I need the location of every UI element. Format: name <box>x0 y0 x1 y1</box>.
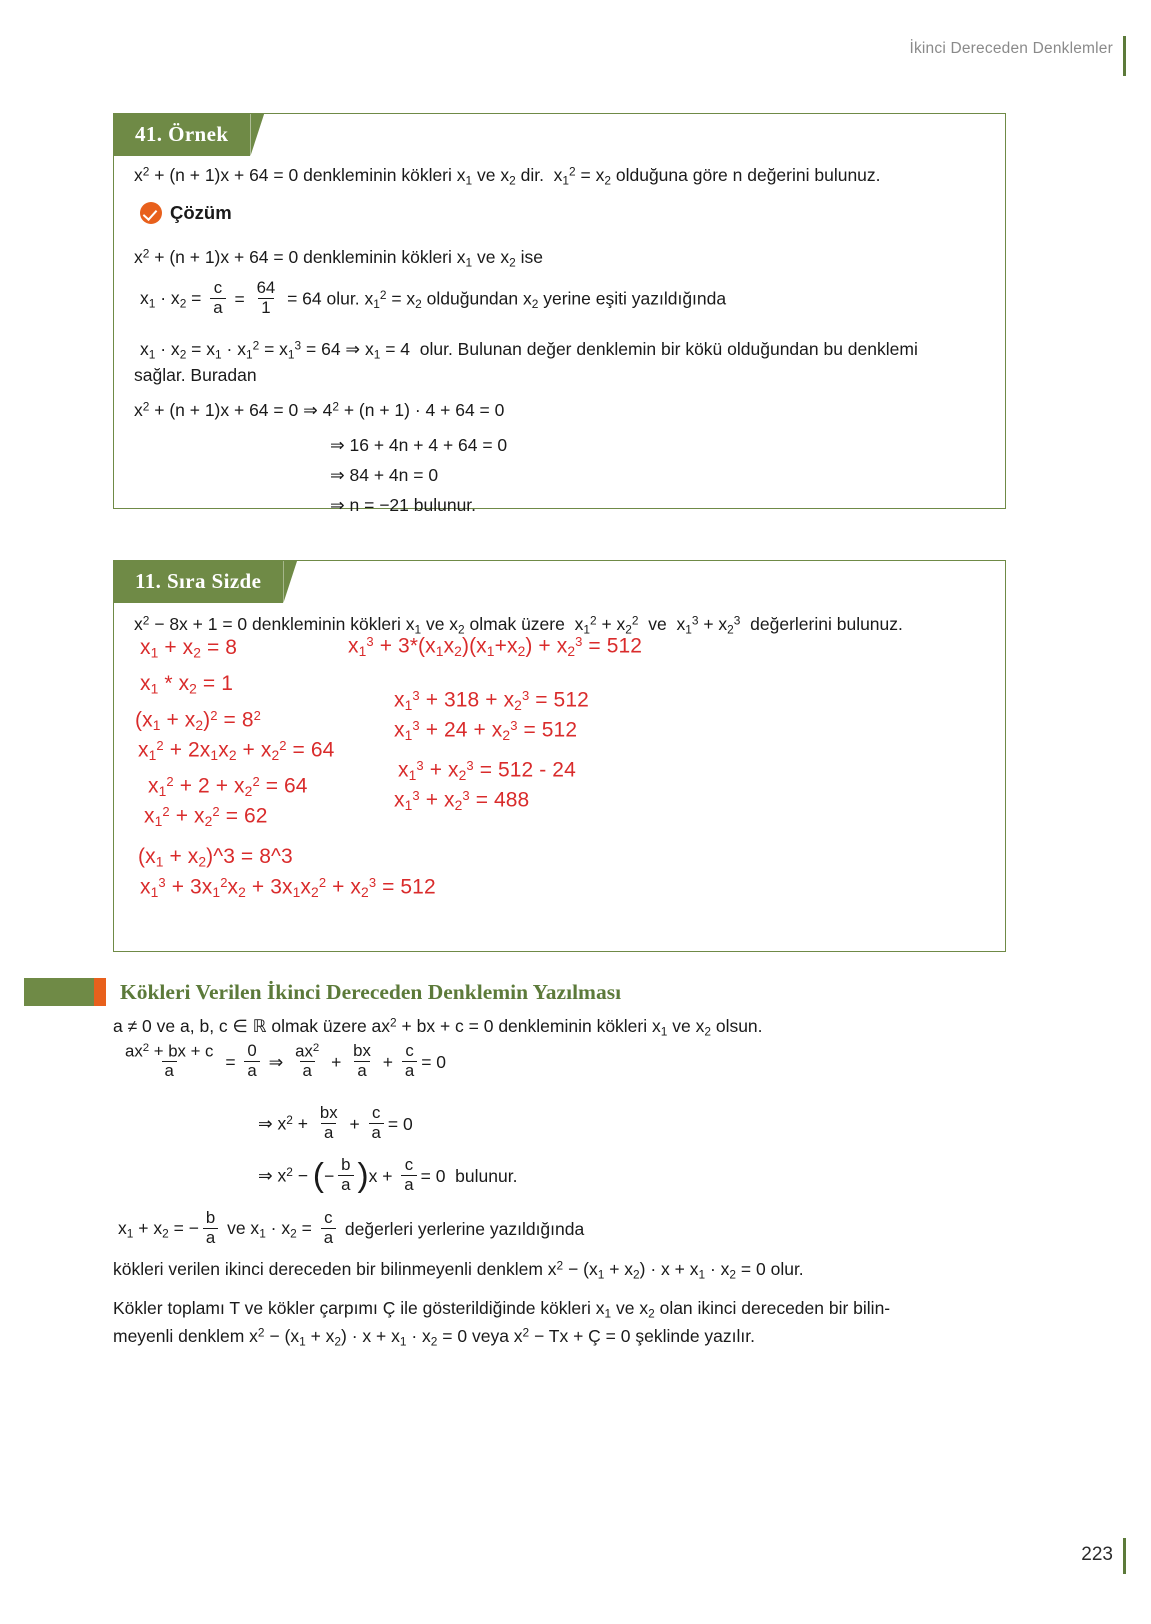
annotation-left-5: $x_1^2 + 2 + x_2^2 = 64$ <box>148 774 308 800</box>
solution-label: Çözüm <box>170 202 232 223</box>
running-header-title: İkinci Dereceden Denklemler <box>909 40 1113 57</box>
section-heading <box>24 978 621 1006</box>
fraction-c-over-a: $\frac{c}{a}$ <box>210 279 225 318</box>
section-title: Kökleri Verilen İkinci Dereceden Denklemin Yazılması <box>120 980 622 1004</box>
section-green-block <box>24 978 94 1006</box>
exercise-problem-statement: $x^2 - 8x + 1 = 0$ denkleminin kökleri $x_1$ ve $x_2$ olmak üzere $x_1^2 + x_2^2$ ve $x_1^3 + x_2^3$ değerlerini bulunuz. <box>134 613 903 637</box>
derivation-line-1: $\frac{ax^2 + bx + c}{a}$ = $\frac{0}{a}$ ⇒ $\frac{ax^2}{a}$ + $\frac{bx}{a}$ + $\frac{c}{a}$ = 0 <box>118 1043 446 1082</box>
annotation-left-7: ($x_1$ + $x_2)\^{}3$ = 8^3 <box>138 845 293 870</box>
solution-label-group <box>140 202 232 224</box>
running-header <box>0 40 1151 58</box>
example-box <box>113 113 1006 515</box>
closing-paragraph-1: kökleri verilen ikinci dereceden bir bilinmeyenli denklem $x^2 - (x_1 + x_2) \cdot x + x_1 \cdot x_2 = 0$ olur. <box>113 1258 804 1282</box>
fraction-c-over-a-3: $\frac{c}{a}$ <box>369 1104 384 1143</box>
section-orange-block <box>94 978 106 1006</box>
derivation-line-2: ⇒ $x^2$ + $\frac{bx}{a}$ + $\frac{c}{a}$ = 0 <box>258 1103 413 1142</box>
fraction-axbxc-over-a: $\frac{ax^2 + bx + c}{a}$ <box>125 1041 214 1081</box>
solution-line-5: ⇒ 16 + 4n + 4 + 64 = 0 <box>330 435 508 455</box>
closing-paragraph-2: Kökler toplamı T ve kökler çarpımı Ç ile gösterildiğinde kökleri $x_1$ ve $x_2$ olan ikinci dereceden bir bilin- meyenli denklem $x^2 - (x_1 + x_2) \cdot x + x_1 \cdot x_2 = 0$ veya $x^2 - Tx$ + Ç = 0 şeklinde yazılır. <box>113 1298 891 1349</box>
fraction-c-over-a-4: $\frac{c}{a}$ <box>401 1156 416 1195</box>
page-number: 223 <box>1081 1544 1113 1565</box>
exercise-tab-label: 11. Sıra Sizde <box>113 560 283 603</box>
annotation-right-2: $x_1^3 + 318 + x_2^3 = 512$ <box>394 688 589 714</box>
fraction-64-over-1: $\frac{64}{1}$ <box>256 278 276 317</box>
annotation-left-3: $(x_1 + x_2)^2 = 8^2$ <box>135 708 261 734</box>
annotation-right-1: $x_1^3 + 3*(x_1x_2)(x_1+x_2) + x_2^3 = 512$ <box>348 634 643 660</box>
annotation-left-4: $x_1^2 + 2x_1x_2 + x_2^2 = 64$ <box>138 738 335 764</box>
solution-line-4: $x^2 + (n + 1)x + 64 = 0$ ⇒ $4^2 + (n + 1) \cdot 4 + 64 = 0$ <box>134 399 505 420</box>
annotation-right-5: $x_1^3 + x_2^3 = 488$ <box>394 788 530 814</box>
solution-line-3b: sağlar. Buradan <box>134 365 257 385</box>
check-circle-icon <box>140 202 162 224</box>
example-tab-label: 41. Örnek <box>113 113 250 156</box>
fraction-b-over-a: $\frac{b}{a}$ <box>338 1156 353 1195</box>
annotation-right-4: $x_1^3 + x_2^3 = 512 - 24$ <box>398 758 576 784</box>
annotation-left-1: $x_1 + x_2 = 8$ <box>140 636 238 661</box>
fraction-b-over-a-2: $\frac{b}{a}$ <box>203 1209 218 1248</box>
annotation-left-2: $x_1 * x_2 = 1$ <box>140 672 233 697</box>
solution-line-1: $x^2 + (n + 1)x + 64 = 0$ denkleminin kökleri $x_1$ ve $x_2$ ise <box>134 246 543 270</box>
solution-line-3a: $x_1 \cdot x_2 = x_1 \cdot x_1^2 = x_1^3 = 64$ ⇒ $x_1 = 4$ olur. Bulunan değer denklemin bir kökü olduğundan bu denklemi <box>140 338 918 362</box>
derivation-line-3: ⇒ $x^2$ − ( − $\frac{b}{a}$ ) x + $\frac{c}{a}$ = 0 bulunur. <box>258 1155 518 1195</box>
fraction-ax2-over-a: $\frac{ax^2}{a}$ <box>295 1041 320 1081</box>
solution-line-2: $x_1 \cdot x_2$ = $\frac{c}{a}$ = $\frac{64}{1}$ = 64 olur. $x_1^2 = x_2$ olduğundan $x_2$ yerine eşiti yazıldığında <box>140 278 727 317</box>
derivation-line-4: $x_1 + x_2$ = − $\frac{b}{a}$ ve $x_1 \cdot x_2$ = $\frac{c}{a}$ değerleri yerlerine yazıldığında <box>118 1208 585 1247</box>
section-intro: a ≠ 0 ve a, b, c ∈ ℝ olmak üzere $ax^2$ + bx + c = 0 denkleminin kökleri $x_1$ ve $x_2$ olsun. <box>113 1015 763 1039</box>
page-number-rule <box>1123 1538 1126 1574</box>
fraction-bx-over-a-2: $\frac{bx}{a}$ <box>319 1103 338 1142</box>
fraction-0-over-a: $\frac{0}{a}$ <box>244 1042 259 1081</box>
fraction-c-over-a-5: $\frac{c}{a}$ <box>321 1209 336 1248</box>
fraction-bx-over-a: $\frac{bx}{a}$ <box>353 1041 371 1081</box>
annotation-left-6: $x_1^2 + x_2^2 = 62$ <box>144 804 268 830</box>
fraction-c-over-a-2: $\frac{c}{a}$ <box>402 1042 417 1081</box>
annotation-right-3: $x_1^3 + 24 + x_2^3 = 512$ <box>394 718 578 744</box>
example-problem-statement: $x^2 + (n + 1)x + 64 = 0$ denkleminin kökleri $x_1$ ve $x_2$ dir. $x_1^2 = x_2$ olduğuna göre n değerini bulunuz. <box>134 164 881 188</box>
annotation-left-8: $x_1^3 + 3x_1^2x_2 + 3x_1x_2^2 + x_2^3 = 512$ <box>140 875 436 901</box>
header-rule <box>1123 36 1126 76</box>
solution-line-7: ⇒ n = −21 bulunur. <box>330 495 477 515</box>
solution-line-6: ⇒ 84 + 4n = 0 <box>330 465 439 485</box>
